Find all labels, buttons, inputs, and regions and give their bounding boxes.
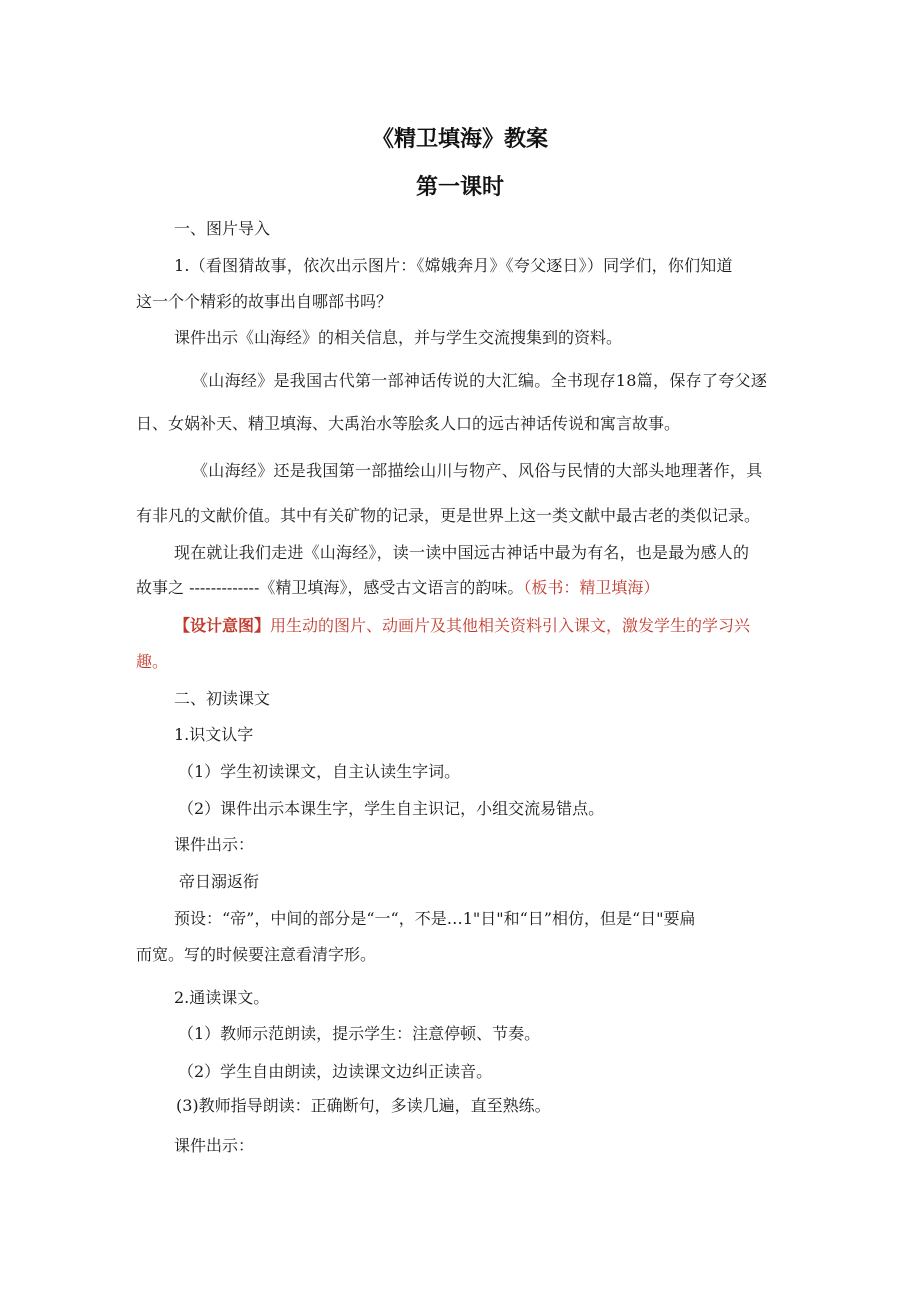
paragraph-5-line-2	[136, 578, 659, 598]
paragraph-1-line-2: 这一个个精彩的故事出自哪部书吗？	[136, 292, 393, 311]
item-2-b: （2）学生自由朗读，边读课文边纠正读音。	[178, 1062, 493, 1081]
item-2: 2.通读课文。	[174, 988, 270, 1007]
paragraph-2: 课件出示《山海经》的相关信息，并与学生交流搜集到的资料。	[174, 328, 623, 347]
item-2-c: (3)教师指导朗读：正确断句，多读几遍，直至熟练。	[176, 1096, 551, 1115]
section1-heading: 一、图片导入	[174, 219, 271, 238]
new-characters: 帝日溺返衔	[179, 872, 260, 891]
design-intent-text: 用生动的图片、动画片及其他相关资料引入课文，激发学生的学习兴	[270, 616, 751, 635]
item-2-a: （1）教师示范朗读，提示学生：注意停顿、节奏。	[178, 1024, 541, 1043]
paragraph-3-line-2: 日、女娲补天、精卫填海、大禹治水等脍炙人口的远古神话传说和寓言故事。	[136, 414, 681, 433]
paragraph-1-line-1: 1.（看图猜故事，依次出示图片：《嫦娥奔月》《夸父逐日》）同学们，你们知道	[174, 256, 733, 275]
document-title: 《精卫填海》教案	[371, 127, 548, 152]
courseware-show-1: 课件出示：	[174, 835, 255, 854]
design-intent-line-1	[174, 616, 750, 636]
preset-line-2: 而宽。写的时候要注意看清字形。	[136, 945, 377, 964]
item-1: 1.识文认字	[174, 725, 254, 744]
paragraph-4-line-1: 《山海经》还是我国第一部描绘山川与物产、风俗与民情的大部头地理著作，具	[192, 461, 763, 480]
paragraph-3-line-1: 《山海经》是我国古代第一部神话传说的大汇编。全书现存18篇，保存了夸父逐	[192, 371, 768, 390]
preset-line-1: 预设：“帝”，中间的部分是“一“，不是…1"日"和“日”相仿，但是“日"要扁	[174, 909, 696, 928]
item-1-b: （2）课件出示本课生字，学生自主识记，小组交流易错点。	[178, 799, 605, 818]
design-intent-line-2: 趣。	[136, 652, 169, 671]
paragraph-5-line-1: 现在就让我们走进《山海经》，读一读中国远古神话中最为有名，也是最为感人的	[174, 543, 750, 562]
item-1-a: （1）学生初读课文，自主认读生字词。	[178, 762, 461, 781]
design-intent-label: 【设计意图】	[174, 616, 271, 635]
courseware-show-2: 课件出示：	[174, 1136, 255, 1155]
paragraph-5-line-2-text: 故事之 -------------《精卫填海》，感受古文语言的韵味。	[136, 578, 524, 597]
document-subtitle: 第一课时	[415, 175, 504, 200]
paragraph-4-line-2: 有非凡的文献价值。其中有关矿物的记录，更是世界上这一类文献中最古老的类似记录。	[136, 506, 761, 525]
section2-heading: 二、初读课文	[174, 689, 271, 708]
blackboard-note: （板书：精卫填海）	[523, 578, 660, 597]
